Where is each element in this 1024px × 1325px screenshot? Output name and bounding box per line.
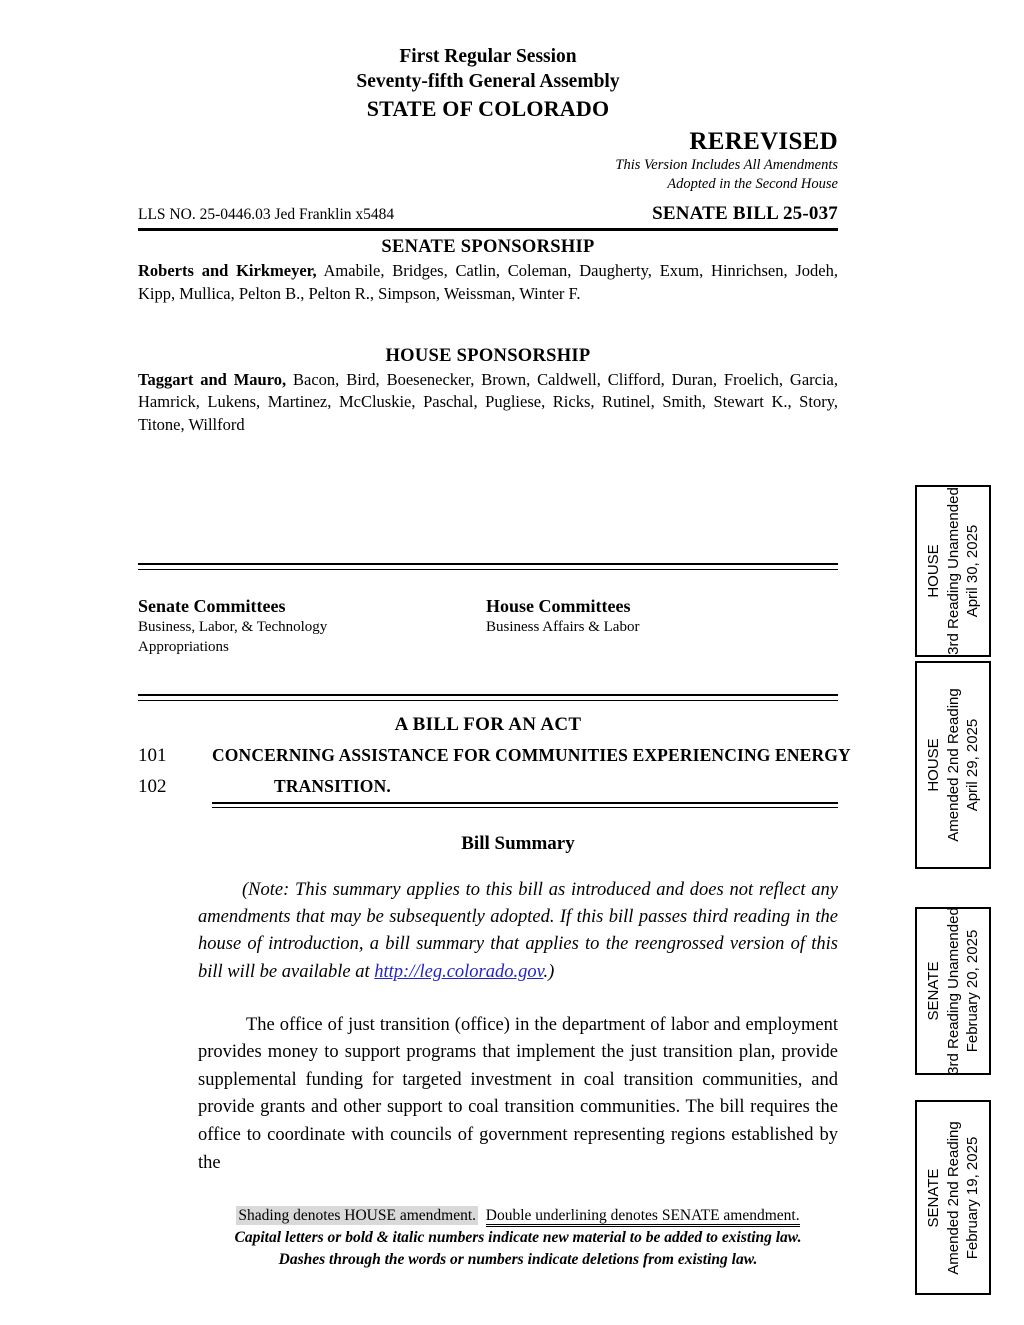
stamp-text — [924, 688, 983, 841]
header-divider-rule — [138, 228, 838, 231]
sponsorship-spacer — [138, 306, 838, 340]
legend-line-1 — [198, 1204, 838, 1227]
stamp-reading: Amended 2nd Reading — [944, 1120, 962, 1275]
version-status-block — [138, 128, 838, 194]
line-number: 102 — [138, 776, 167, 797]
committees-top-rule — [138, 563, 838, 570]
committees-bottom-rule — [138, 694, 838, 701]
house-committee-item: Business Affairs & Labor — [486, 619, 640, 635]
house-sponsorship-names — [138, 369, 838, 437]
act-title-underline-rule — [212, 802, 838, 808]
committees-section — [138, 563, 838, 701]
legend-line-3: Dashes through the words or numbers indicate deletions from existing law. — [278, 1251, 758, 1269]
reading-stamp-house-2nd — [915, 661, 991, 869]
bill-number: SENATE BILL 25-037 — [652, 203, 838, 225]
note-suffix: .) — [543, 961, 555, 982]
session-line: First Regular Session — [399, 46, 577, 67]
stamp-text — [924, 487, 983, 655]
senate-committees-heading: Senate Committees — [138, 596, 286, 616]
state-line: STATE OF COLORADO — [366, 95, 610, 121]
senate-cosponsors: Amabile, Bridges, Catlin, Coleman, Daugherty, Exum, Hinrichsen, Jodeh, Kipp, Mullica, Pelton B., Pelton R., Simpson, Weissman, Winter F. — [138, 261, 838, 303]
lls-number: LLS NO. 25-0446.03 Jed Franklin x5484 — [138, 206, 395, 224]
bill-summary-section — [198, 833, 838, 1177]
reading-stamp-senate-2nd — [915, 1100, 991, 1295]
bill-title-section — [138, 714, 851, 808]
committees-row — [138, 596, 838, 658]
document-header — [138, 0, 838, 437]
reading-stamp-senate-3rd — [915, 907, 991, 1075]
general-assembly-line: Seventy-fifth General Assembly — [356, 71, 620, 93]
stamp-chamber: HOUSE — [924, 544, 942, 598]
stamp-reading: Amended 2nd Reading — [944, 688, 962, 842]
act-title-line — [138, 776, 838, 798]
house-committees-heading: House Committees — [486, 596, 631, 616]
reading-stamp-house-3rd — [915, 485, 991, 657]
stamp-reading: 3rd Reading Unamended — [944, 487, 962, 655]
act-title-text: CONCERNING ASSISTANCE FOR COMMUNITIES EXPERIENCING ENERGY — [212, 745, 851, 765]
stamp-chamber: HOUSE — [924, 738, 942, 792]
stamp-date: February 19, 2025 — [963, 1136, 981, 1259]
act-heading: A BILL FOR AN ACT — [394, 714, 582, 735]
senate-committees-column — [138, 596, 486, 658]
senate-amendment-legend: Double underlining denotes SENATE amendment. — [486, 1207, 800, 1227]
house-amendment-legend: Shading denotes HOUSE amendment. — [238, 1207, 477, 1224]
amendment-legend — [198, 1204, 838, 1271]
stamp-text — [924, 1121, 983, 1274]
stamp-text — [924, 907, 983, 1075]
version-note-line-2: Adopted in the Second House — [667, 175, 838, 192]
identifier-row — [138, 203, 838, 225]
line-number: 101 — [138, 745, 167, 766]
colorado-leg-link[interactable]: http://leg.colorado.gov — [374, 961, 544, 982]
senate-prime-sponsors: Roberts and Kirkmeyer, — [138, 261, 317, 281]
bill-summary-body: The office of just transition (office) in the department of labor and employment provides money to support programs that implement the just transition plan, provide supplemental funding for targeted investment in coal transition communities, and provide grants and other support to coal transition communities. The bill requires the office to coordinate with councils of government representing regions established by the — [198, 1014, 838, 1173]
senate-committee-item: Appropriations — [138, 639, 229, 656]
bill-summary-note — [198, 877, 838, 986]
legend-line-2: Capital letters or bold & italic numbers indicate new material to be added to existing law. — [234, 1229, 802, 1247]
note-text: (Note: This summary applies to this bill as introduced and does not reflect any amendments that may be subsequently adopted. If this bill passes third reading in the house of introduction, a bill summary that applies to the reengrossed version of this bill will be available at — [198, 880, 838, 982]
stamp-date: February 20, 2025 — [963, 929, 981, 1053]
house-sponsorship-heading: HOUSE SPONSORSHIP — [385, 345, 591, 366]
stamp-chamber: SENATE — [924, 961, 942, 1021]
version-status: REREVISED — [689, 128, 838, 156]
act-title-line — [138, 745, 851, 767]
bill-summary-heading: Bill Summary — [461, 833, 575, 854]
house-cosponsors: Bacon, Bird, Boesenecker, Brown, Caldwell, Clifford, Duran, Froelich, Garcia, Hamrick, Lukens, Martinez, McCluskie, Paschal, Pugliese, Ricks, Rutinel, Smith, Stewart K., Story, Titone, Willford — [138, 369, 839, 435]
stamp-date: April 29, 2025 — [963, 718, 981, 812]
house-committees-column — [486, 596, 834, 658]
version-note-line-1: This Version Includes All Amendments — [615, 156, 838, 173]
stamp-date: April 30, 2025 — [963, 524, 981, 618]
senate-sponsorship-heading: SENATE SPONSORSHIP — [381, 237, 595, 258]
house-prime-sponsors: Taggart and Mauro, — [138, 369, 287, 389]
masthead — [138, 0, 838, 123]
senate-sponsorship-names — [138, 260, 838, 306]
stamp-chamber: SENATE — [924, 1168, 942, 1227]
stamp-reading: 3rd Reading Unamended — [944, 907, 962, 1075]
act-title-text: TRANSITION. — [274, 776, 391, 796]
senate-committee-item: Business, Labor, & Technology — [138, 619, 328, 635]
